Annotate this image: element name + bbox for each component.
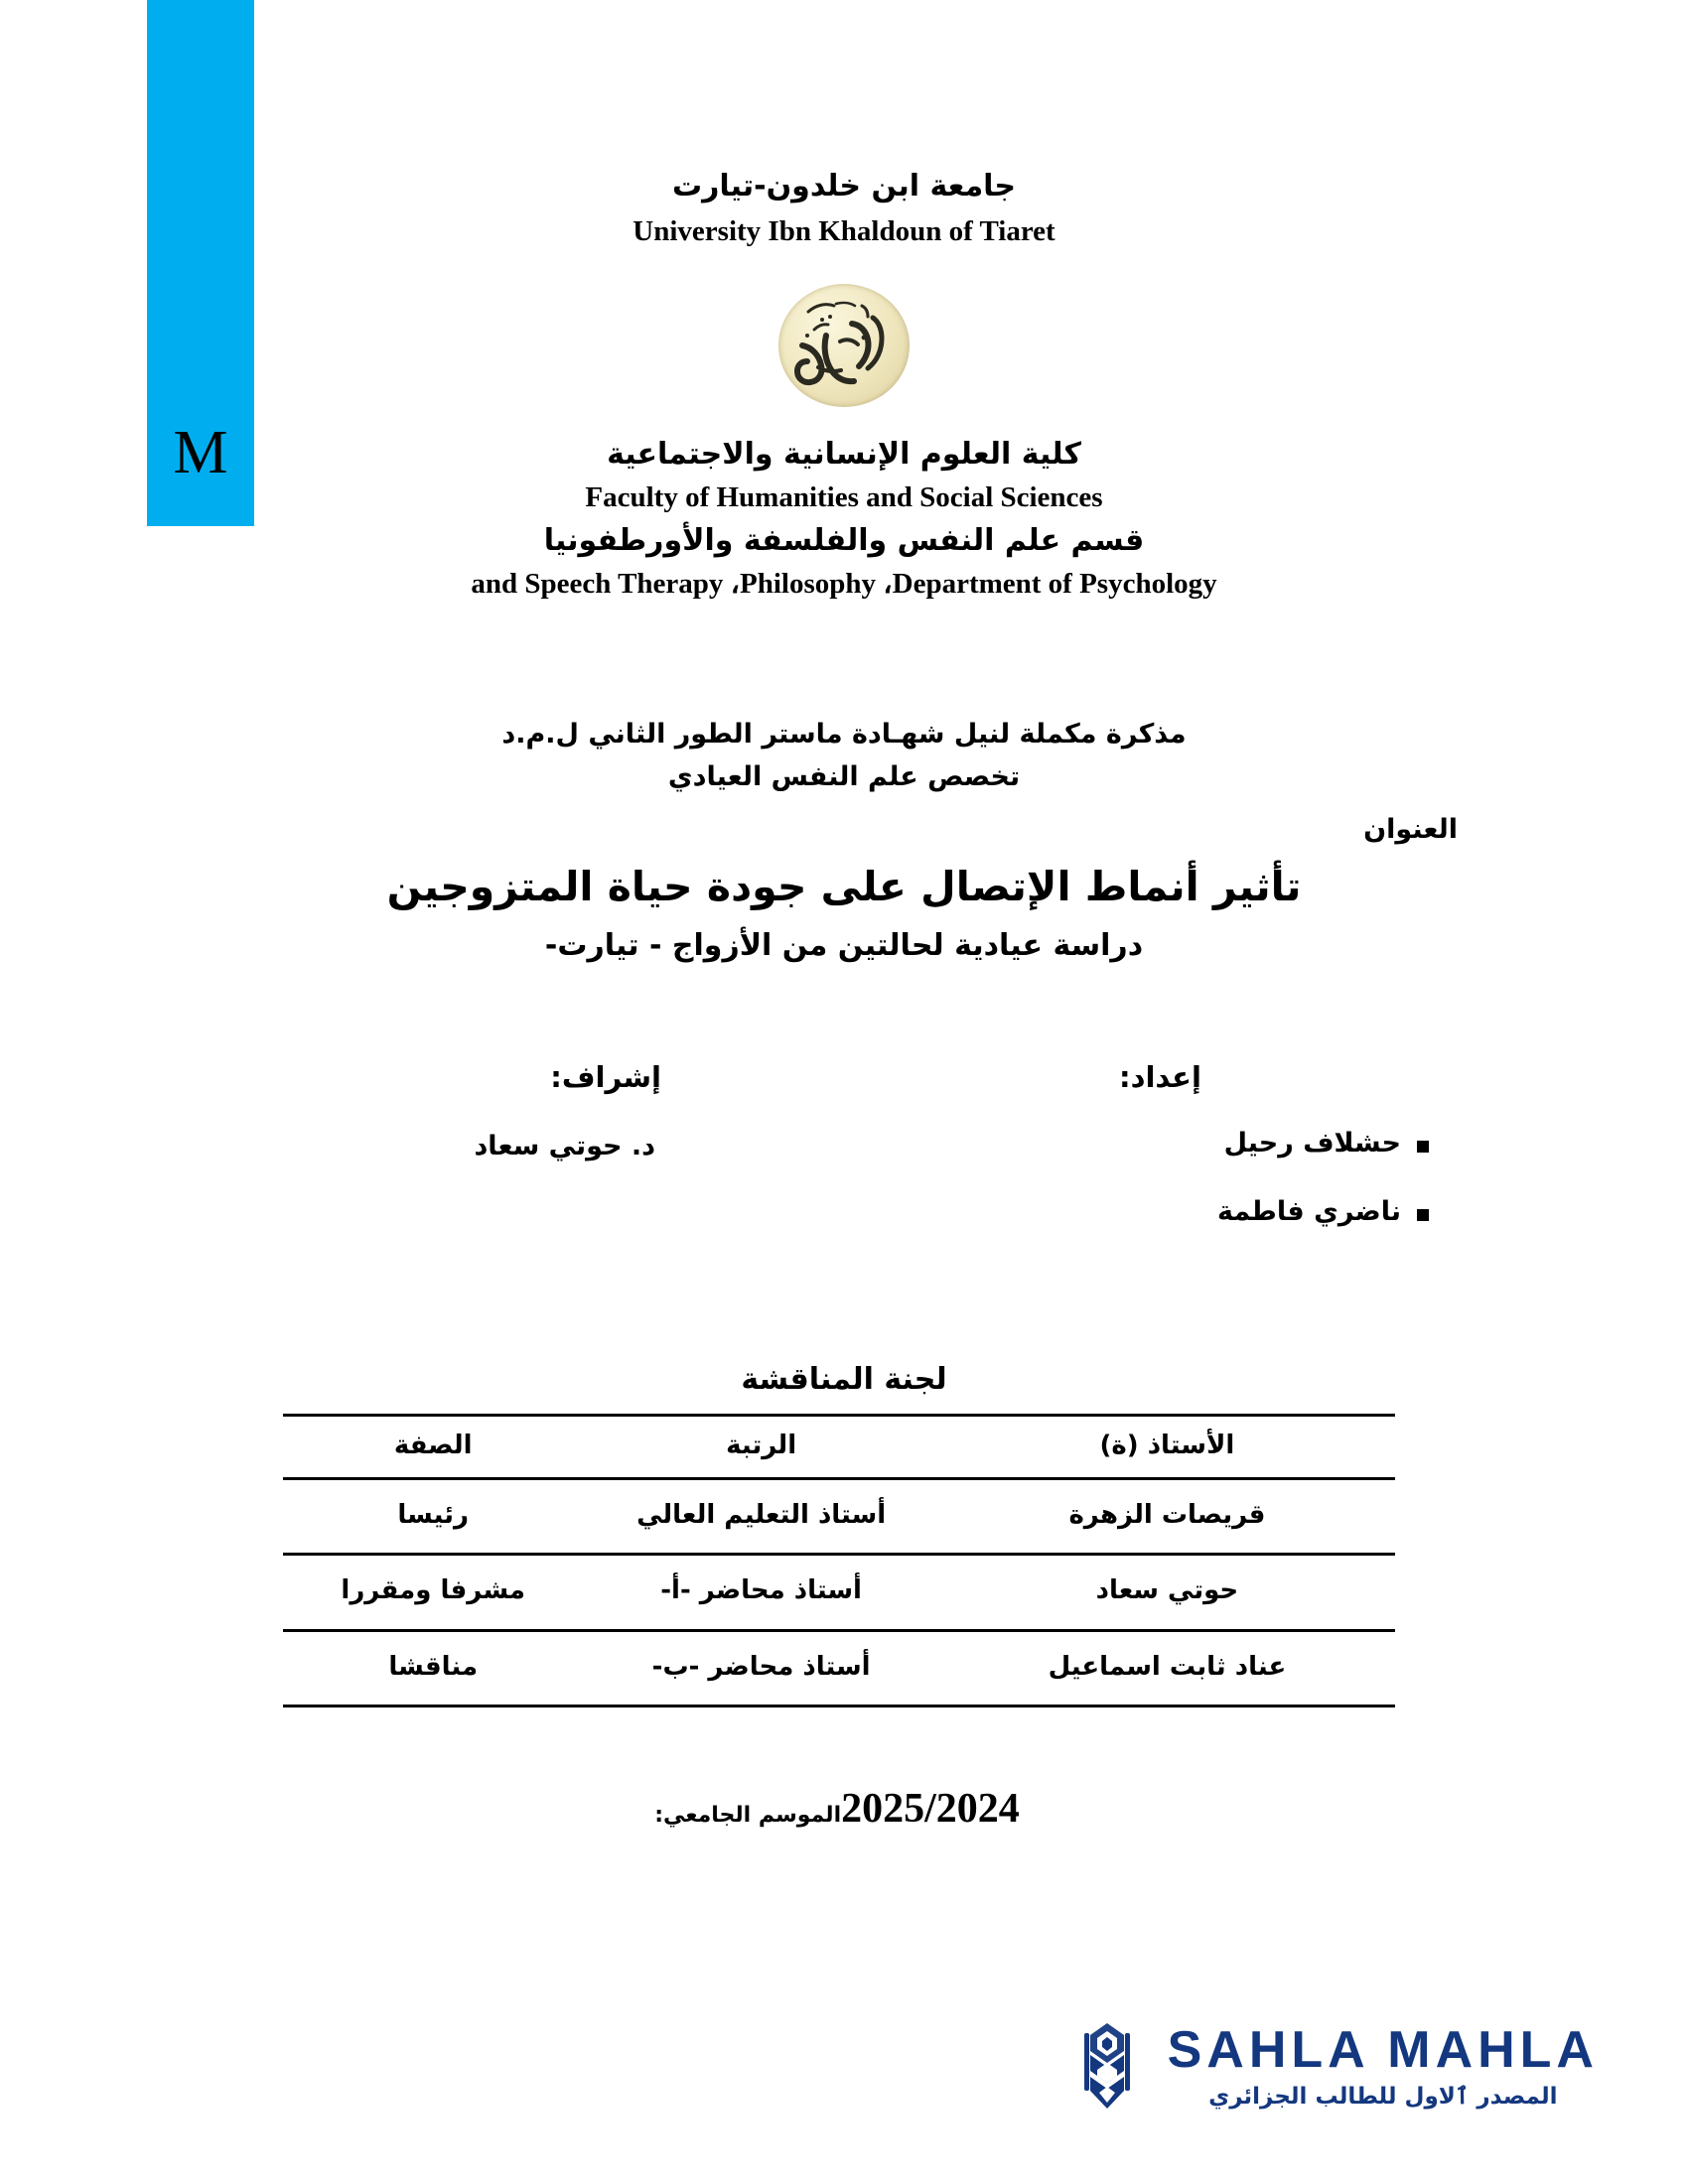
column-header-role: الصفة bbox=[283, 1416, 583, 1479]
faculty-department-block bbox=[278, 433, 1410, 606]
table-row bbox=[283, 1630, 1395, 1706]
sahla-mahla-watermark bbox=[1064, 2021, 1599, 2113]
university-logo-wrapper bbox=[278, 284, 1410, 412]
cell-professor: عناد ثابت اسماعيل bbox=[939, 1630, 1395, 1706]
cell-role: مناقشا bbox=[283, 1630, 583, 1706]
brand-name: SAHLA MAHLA bbox=[1167, 2021, 1599, 2079]
brand-text-block bbox=[1167, 2021, 1599, 2110]
table-header-row bbox=[283, 1416, 1395, 1479]
university-name-arabic: جامعة ابن خلدون-تيارت bbox=[671, 169, 1017, 204]
cell-professor: قريصات الزهرة bbox=[939, 1479, 1395, 1555]
author-name: ناضري فاطمة bbox=[1216, 1196, 1401, 1228]
degree-statement bbox=[278, 713, 1410, 798]
author-name: حشلاف رحيل bbox=[1223, 1127, 1401, 1159]
cell-rank: أستاذ محاضر -أ- bbox=[583, 1555, 938, 1630]
list-item bbox=[1077, 1129, 1435, 1159]
sahla-mahla-diamond-icon bbox=[1064, 2021, 1150, 2113]
university-seal-icon bbox=[778, 284, 910, 407]
column-header-professor: الأستاذ (ة) bbox=[939, 1416, 1395, 1479]
degree-line-2: تخصص علم النفس العيادي bbox=[667, 761, 1021, 793]
supervisor-name: د. حوتي سعاد bbox=[474, 1130, 655, 1161]
university-name-english: University Ibn Khaldoun of Tiaret bbox=[633, 214, 1055, 247]
bullet-square-icon bbox=[1417, 1209, 1429, 1221]
faculty-name-arabic: كلية العلوم الإنسانية والاجتماعية bbox=[607, 437, 1081, 472]
authors-list bbox=[1077, 1129, 1435, 1227]
committee-table bbox=[283, 1414, 1395, 1707]
institution-header bbox=[278, 167, 1410, 251]
thesis-subtitle: دراسة عيادية لحالتين من الأزواج - تيارت- bbox=[544, 928, 1144, 963]
academic-year-label: الموسم الجامعي: bbox=[654, 1803, 842, 1828]
authors-block bbox=[1077, 1060, 1435, 1267]
thesis-title: تأثير أنماط الإتصال على جودة حياة المتزوجين bbox=[386, 863, 1302, 910]
academic-year-value: 2025/2024 bbox=[841, 1786, 1020, 1832]
authors-heading: إعداد: bbox=[1119, 1060, 1201, 1094]
department-name-arabic: قسم علم النفس والفلسفة والأورطفونيا bbox=[543, 523, 1145, 558]
column-header-rank: الرتبة bbox=[583, 1416, 938, 1479]
committee-title: لجنة المناقشة bbox=[741, 1362, 947, 1397]
side-bar-letter: M bbox=[173, 419, 228, 486]
cell-rank: أستاذ التعليم العالي bbox=[583, 1479, 938, 1555]
department-name-english: and Speech Therapy ،Philosophy ،Department of Psychology bbox=[471, 567, 1217, 600]
degree-line-1: مذكرة مكملة لنيل شهـادة ماستر الطور الثاني ل.م.د bbox=[501, 719, 1187, 750]
cell-role: مشرفا ومقررا bbox=[283, 1555, 583, 1630]
cell-rank: أستاذ محاضر -ب- bbox=[583, 1630, 938, 1706]
cell-professor: حوتي سعاد bbox=[939, 1555, 1395, 1630]
table-row bbox=[283, 1555, 1395, 1630]
brand-tagline: المصدر ٱلاول للطالب الجزائري bbox=[1208, 2084, 1558, 2110]
faculty-name-english: Faculty of Humanities and Social Sciences bbox=[585, 480, 1103, 513]
title-label: العنوان bbox=[1363, 814, 1458, 845]
list-item bbox=[1077, 1197, 1435, 1227]
bullet-square-icon bbox=[1417, 1141, 1429, 1153]
cell-role: رئيسا bbox=[283, 1479, 583, 1555]
supervisor-block bbox=[318, 1060, 675, 1161]
table-row bbox=[283, 1479, 1395, 1555]
supervisor-heading: إشراف: bbox=[550, 1060, 661, 1094]
academic-year-line bbox=[278, 1785, 1410, 1833]
